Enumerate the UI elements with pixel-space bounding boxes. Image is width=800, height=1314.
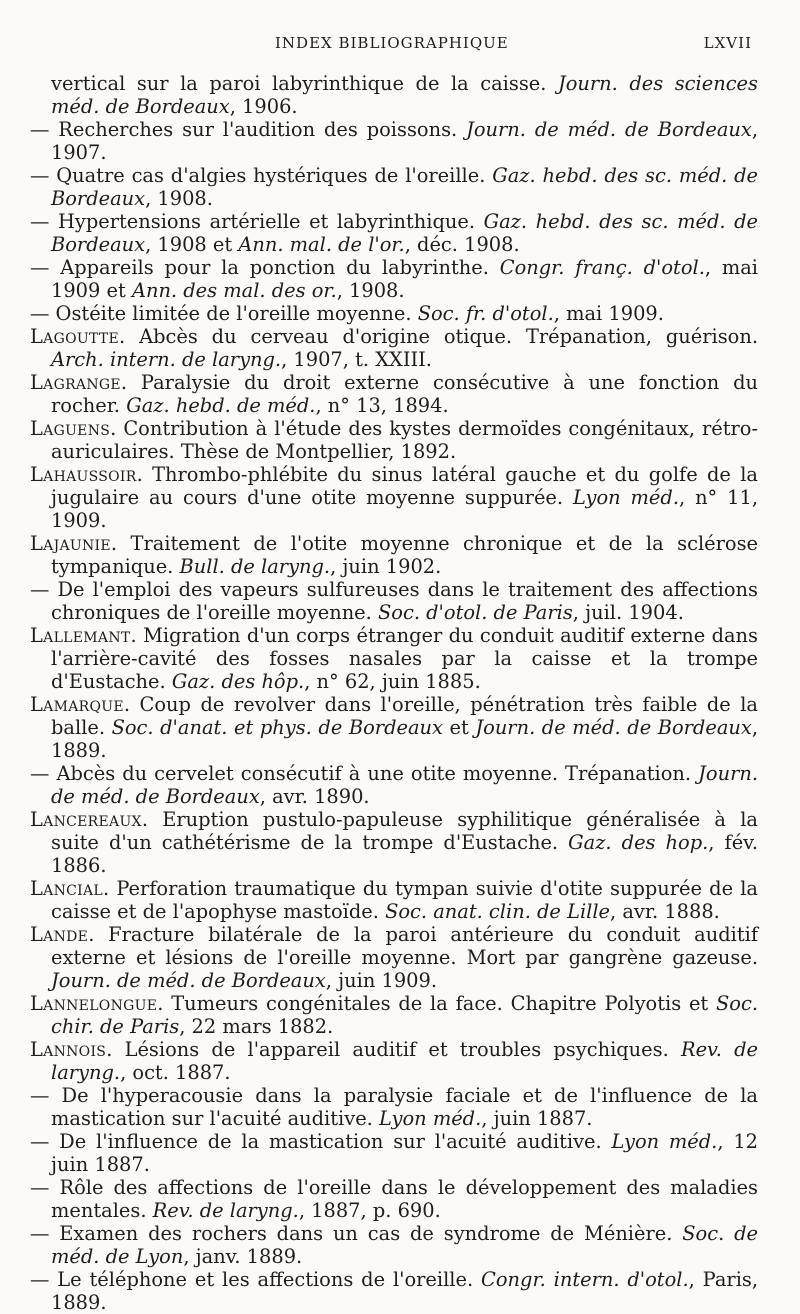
bibliography-sub-entry [30, 1084, 758, 1130]
entry-text: — Quatre cas d'algies hystériques de l'oreille. [30, 164, 493, 187]
entry-text: , 1889. [51, 716, 758, 762]
bibliography-entry [30, 923, 758, 992]
entry-text: , 22 mars 1882. [179, 1015, 334, 1038]
entry-text: , juil. 1904. [572, 601, 684, 624]
entry-text: , 1908. [145, 187, 213, 210]
journal-title: Congr. intern. d'otol. [481, 1268, 689, 1291]
bibliography-entry [30, 463, 758, 532]
author-name: Lallemant [30, 624, 131, 647]
bibliography-sub-entry [30, 118, 758, 164]
journal-title: Ann. mal. de l'or. [238, 233, 405, 256]
entry-text: , 1908 et [145, 233, 239, 256]
entry-text: , janv. 1889. [183, 1245, 303, 1268]
entry-text: , avr. 1890. [259, 785, 370, 808]
bibliography-entry [30, 371, 758, 417]
entry-text: et [442, 716, 476, 739]
journal-title: Lyon méd. [611, 1130, 718, 1153]
journal-title: Bull. de laryng. [179, 555, 331, 578]
bibliography-list [30, 72, 758, 1314]
entry-text: , mai 1909 et [51, 256, 758, 302]
journal-title: Gaz. hebd. des sc. méd. de Bordeaux [51, 164, 758, 210]
running-header [0, 30, 800, 58]
journal-title: Congr. franç. d'otol. [499, 256, 705, 279]
page-number: LXVII [703, 34, 752, 52]
journal-title: Ann. des mal. des or. [131, 279, 337, 302]
entry-text: — Hypertensions artérielle et labyrinthique. [30, 210, 484, 233]
journal-title: Lyon méd. [379, 1107, 482, 1130]
entry-text: . Eruption pustulo-papuleuse syphilitique généralisée à la suite d'un cathétérisme de la trompe d'Eustache. [51, 808, 758, 854]
journal-title: Journ. de méd. de Bordeaux [475, 716, 752, 739]
journal-title: Soc. d'otol. de Paris [378, 601, 573, 624]
entry-text: . Thrombo-phlébite du sinus latéral gauche et du golfe de la jugulaire au cours d'une otite moyenne suppurée. [51, 463, 758, 509]
bibliography-sub-entry [30, 164, 758, 210]
entry-text: , avr. 1888. [610, 900, 720, 923]
journal-title: Lyon méd. [572, 486, 679, 509]
bibliography-sub-entry [30, 1176, 758, 1222]
bibliography-entry [30, 877, 758, 923]
entry-text: , déc. 1908. [404, 233, 520, 256]
author-name: Lannelongue [30, 992, 158, 1015]
entry-text: . Migration d'un corps étranger du conduit auditif externe dans l'arrière-cavité des fosses nasales par la caisse et la trompe d'Eustache. [51, 624, 758, 693]
entry-text: . Coup de revolver dans l'oreille, pénétration très faible de la balle. [51, 693, 758, 739]
bibliography-entry [30, 417, 758, 463]
journal-title: Soc. chir. de Paris [51, 992, 758, 1038]
entry-text: . Fracture bilatérale de la paroi antérieure du conduit auditif externe et lésions de l'oreille moyenne. Mort par gangrène gazeuse. [51, 923, 758, 969]
entry-text: , oct. 1887. [120, 1061, 231, 1084]
entry-text: — Ostéite limitée de l'oreille moyenne. [30, 302, 418, 325]
journal-title: Gaz. des hop. [568, 831, 709, 854]
journal-title: Soc. anat. clin. de Lille [385, 900, 611, 923]
entry-text: , 1907, t. XXIII. [281, 348, 432, 371]
author-name: Lande [30, 923, 89, 946]
entry-text: — Examen des rochers dans un cas de syndrome de Ménière. [30, 1222, 683, 1245]
entry-text: . Traitement de l'otite moyenne chronique et de la sclérose tympanique. [51, 532, 758, 578]
author-name: Lamarque [30, 693, 124, 716]
bibliography-entry [30, 624, 758, 693]
entry-text: . Tumeurs congénitales de la face. Chapitre Polyotis et [157, 992, 717, 1015]
entry-text: , n° 11, 1909. [51, 486, 759, 532]
journal-title: Rev. de laryng. [51, 1038, 758, 1084]
entry-text: — Recherches sur l'audition des poissons. [30, 118, 467, 141]
journal-title: Gaz. hebd. de méd. [126, 394, 316, 417]
entry-text: , 12 juin 1887. [51, 1130, 758, 1176]
entry-text: , juin 1902. [330, 555, 442, 578]
running-title: INDEX BIBLIOGRAPHIQUE [275, 34, 509, 52]
entry-text: vertical sur la paroi labyrinthique de la caisse. [51, 72, 558, 95]
entry-text: . Perforation traumatique du tympan suivie d'otite suppurée de la caisse et de l'apophyse mastoïde. [51, 877, 758, 923]
bibliography-entry [30, 808, 758, 877]
bibliography-entry [30, 992, 758, 1038]
journal-title: Journ. des sciences méd. de Bordeaux [51, 72, 758, 118]
entry-text: , 1908. [336, 279, 405, 302]
author-name: Lancial [30, 877, 103, 900]
entry-text: , 1887, p. 690. [298, 1199, 441, 1222]
bibliography-sub-entry [30, 762, 758, 808]
entry-text: — De l'influence de la mastication sur l'acuité auditive. [30, 1130, 612, 1153]
bibliography-sub-entry [30, 302, 758, 325]
bibliography-sub-entry [30, 1130, 758, 1176]
bibliography-sub-entry [30, 210, 758, 256]
entry-text: . Lésions de l'appareil auditif et troubles psychiques. [106, 1038, 681, 1061]
entry-text: , fév. 1886. [51, 831, 758, 877]
entry-text: , juin 1887. [481, 1107, 593, 1130]
entry-text: , Paris, 1889. [51, 1268, 759, 1314]
bibliography-entry [30, 1038, 758, 1084]
entry-text: — Le téléphone et les affections de l'oreille. [30, 1268, 482, 1291]
author-name: Lahaussoir [30, 463, 137, 486]
author-name: Lagoutte [30, 325, 120, 348]
entry-text: . Contribution à l'étude des kystes dermoïdes congénitaux, rétro-auriculaires. Thèse de Montpellier, 1892. [51, 417, 758, 463]
entry-text: , n° 62, juin 1885. [304, 670, 481, 693]
author-name: Lancereaux [30, 808, 142, 831]
journal-title: Rev. de laryng. [152, 1199, 299, 1222]
entry-text: , mai 1909. [553, 302, 664, 325]
entry-text: , n° 13, 1894. [315, 394, 449, 417]
author-name: Lagrange [30, 371, 121, 394]
author-name: Lannois [30, 1038, 107, 1061]
author-name: Laguens [30, 417, 111, 440]
entry-text: — De l'hyperacousie dans la paralysie faciale et de l'influence de la mastication sur l'acuité auditive. [30, 1084, 758, 1130]
bibliography-sub-entry [30, 1222, 758, 1268]
journal-title: Journ. de méd. de Bordeaux [51, 969, 326, 992]
entry-text: — Abcès du cervelet consécutif à une otite moyenne. Trépanation. [30, 762, 699, 785]
entry-text: — De l'emploi des vapeurs sulfureuses dans le traitement des affections chroniques de l'oreille moyenne. [30, 578, 758, 624]
entry-text: — Appareils pour la ponction du labyrinthe. [30, 256, 500, 279]
bibliography-sub-entry [30, 578, 758, 624]
journal-title: Arch. intern. de laryng. [51, 348, 282, 371]
entry-text: . Paralysie du droit externe consécutive à une fonction du rocher. [51, 371, 758, 417]
bibliography-entry [30, 325, 758, 371]
bibliography-sub-entry [30, 1268, 758, 1314]
journal-title: Journ. de méd. de Bordeaux [51, 762, 758, 808]
bibliography-entry-continuation [30, 72, 758, 118]
journal-title: Gaz. hebd. des sc. méd. de Bordeaux [51, 210, 758, 256]
bibliography-entry [30, 532, 758, 578]
entry-text: , 1906. [229, 95, 298, 118]
journal-title: Soc. fr. d'otol. [417, 302, 554, 325]
journal-title: Gaz. des hôp. [171, 670, 305, 693]
entry-text: — Rôle des affections de l'oreille dans le développement des maladies mentales. [30, 1176, 758, 1222]
entry-text: , juin 1909. [325, 969, 437, 992]
journal-title: Soc. d'anat. et phys. de Bordeaux [111, 716, 443, 739]
journal-title: Journ. de méd. de Bordeaux [466, 118, 752, 141]
entry-text: , 1907. [51, 118, 758, 164]
author-name: Lajaunie [30, 532, 111, 555]
entry-text: . Abcès du cerveau d'origine otique. Trépanation, guérison. [119, 325, 758, 348]
bibliography-sub-entry [30, 256, 758, 302]
bibliography-entry [30, 693, 758, 762]
journal-title: Soc. de méd. de Lyon [51, 1222, 758, 1268]
